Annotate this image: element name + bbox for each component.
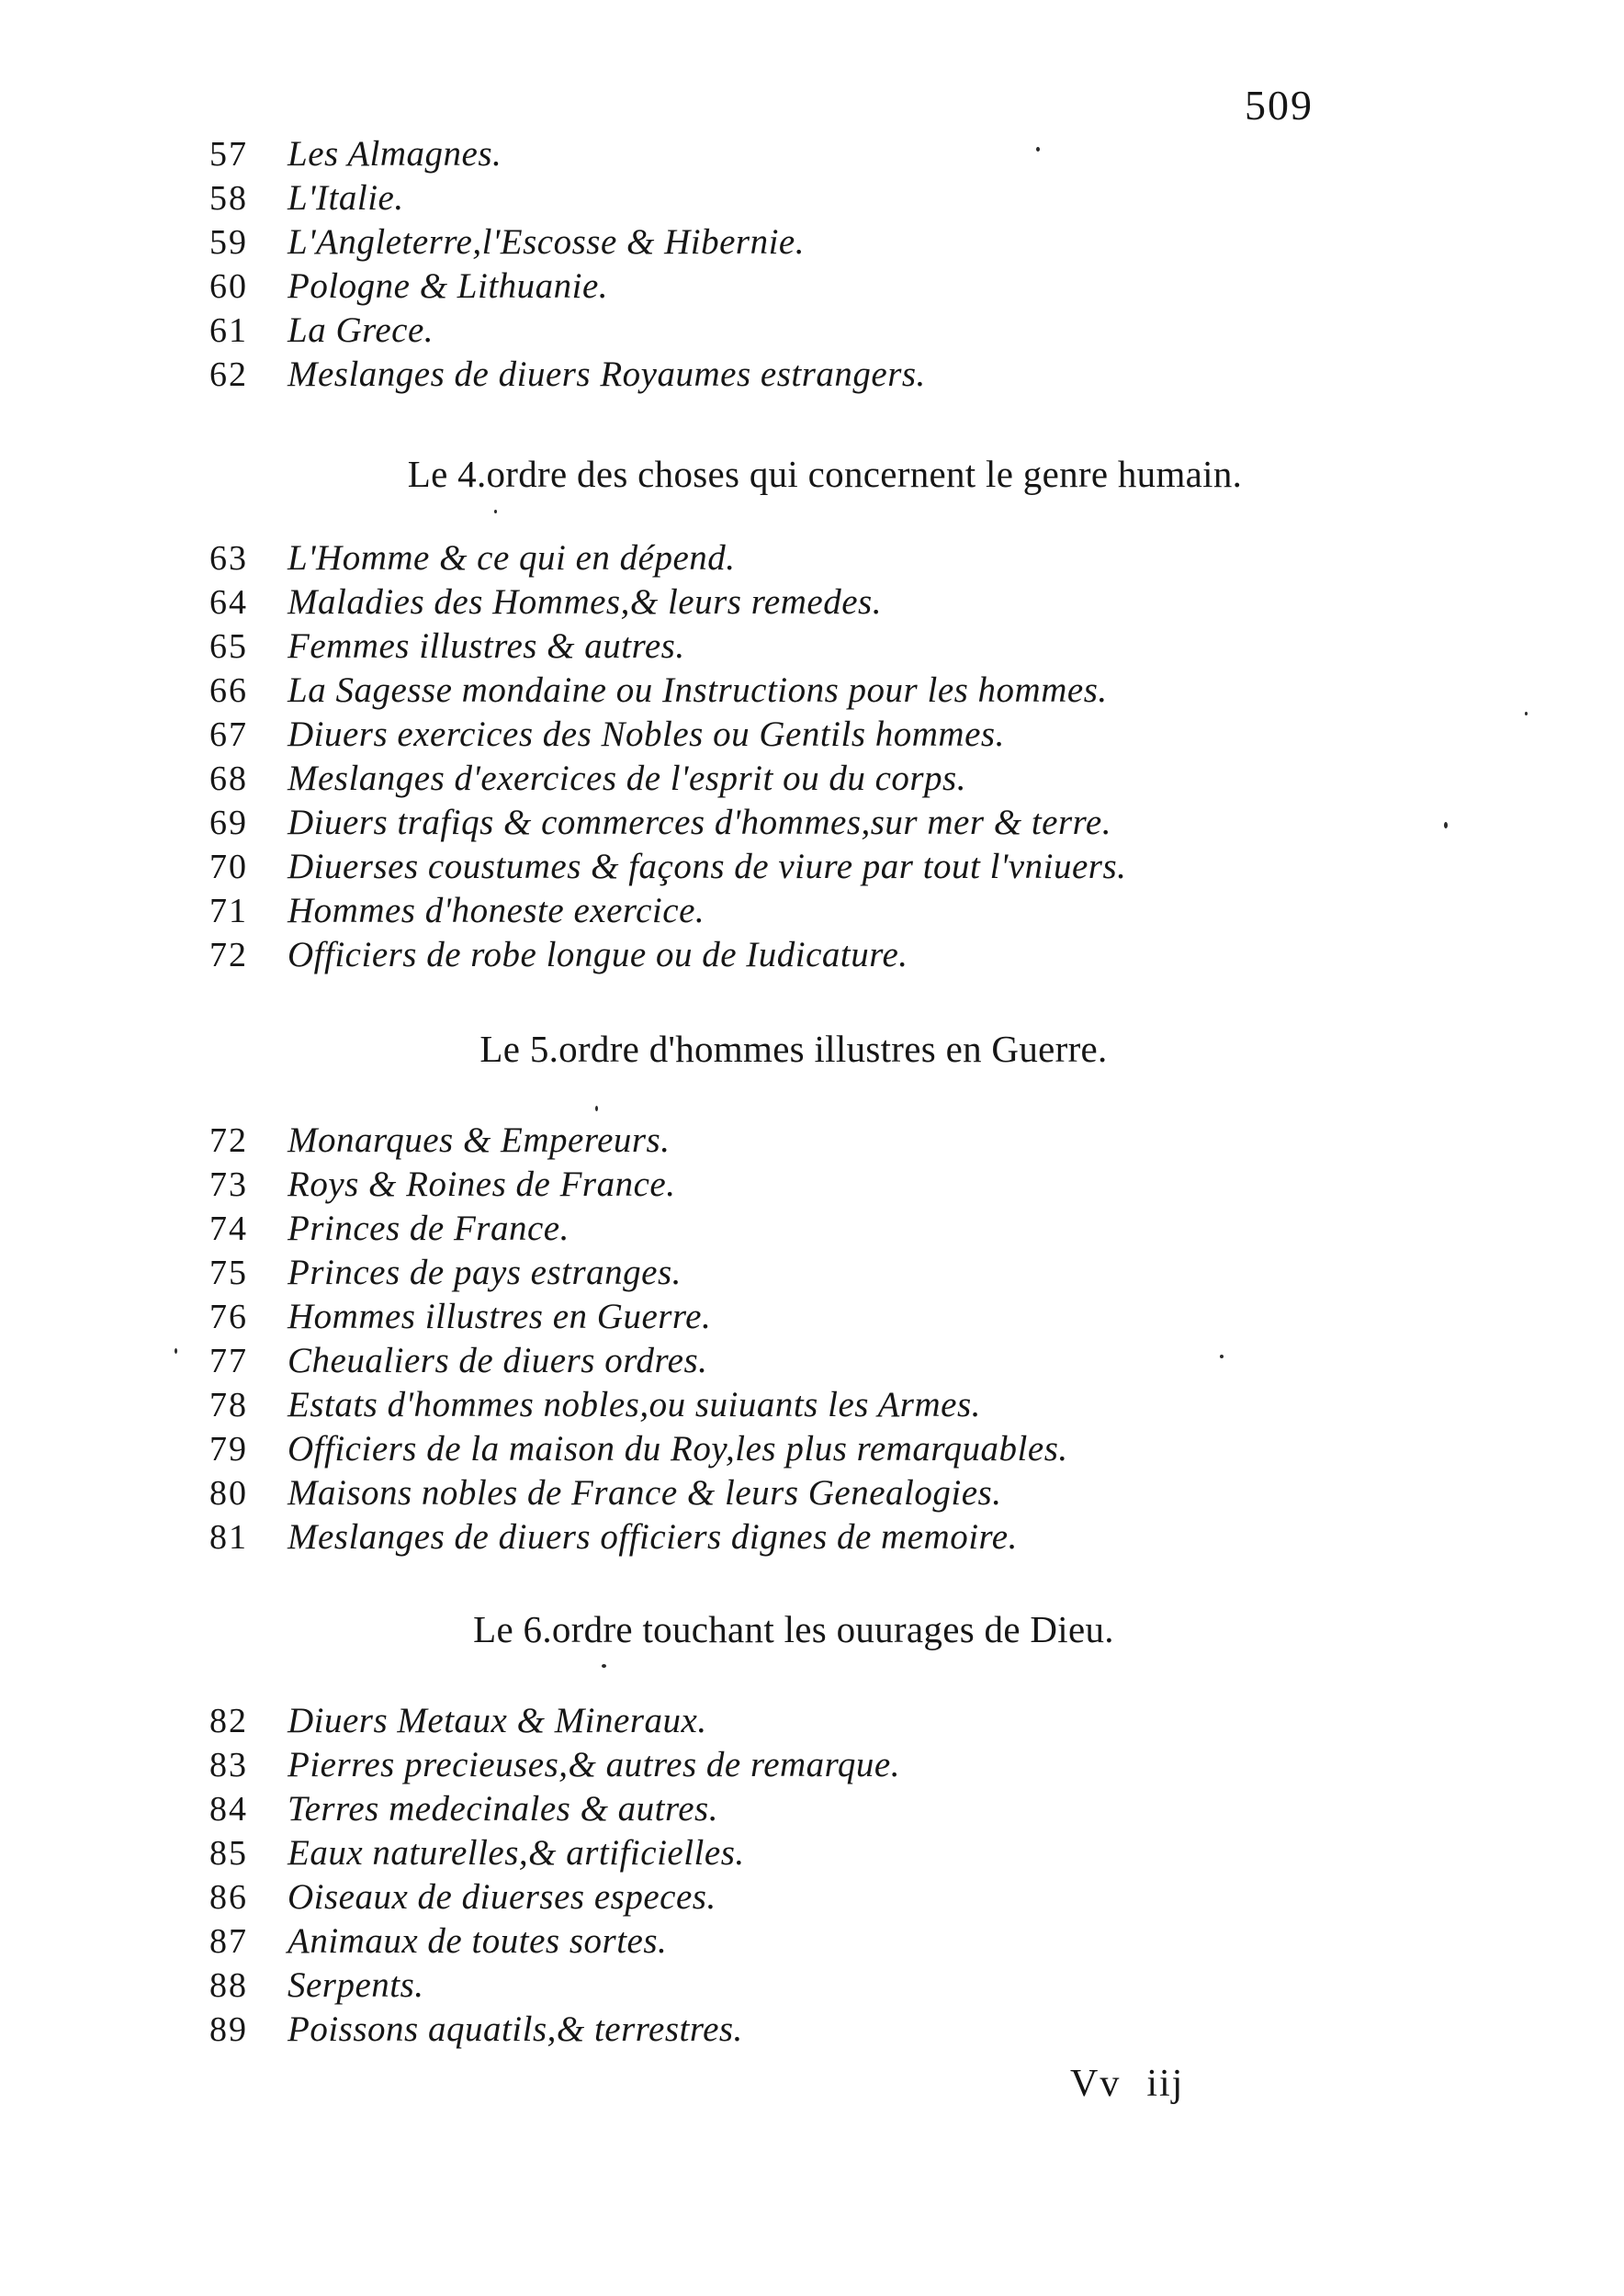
entry-title: Eaux naturelles,& artificielles. bbox=[288, 1833, 745, 1873]
section-heading-order-5: Le 5.ordre d'hommes illustres en Guerre. bbox=[479, 1028, 1108, 1070]
entry-title: Femmes illustres & autres. bbox=[288, 626, 685, 666]
list-item bbox=[0, 1471, 1624, 1515]
list-item bbox=[0, 1383, 1624, 1427]
entry-number: 80 bbox=[209, 1474, 248, 1513]
entry-title: Officiers de robe longue ou de Iudicature. bbox=[288, 935, 908, 974]
list-item bbox=[0, 625, 1624, 669]
list-item bbox=[0, 1207, 1624, 1251]
list-item bbox=[0, 1964, 1624, 2008]
entry-number: 67 bbox=[209, 715, 248, 754]
entry-number: 65 bbox=[209, 627, 248, 666]
list-item bbox=[0, 669, 1624, 713]
entry-number: 77 bbox=[209, 1342, 248, 1380]
entry-title: L'Italie. bbox=[288, 178, 404, 218]
entry-number: 87 bbox=[209, 1922, 248, 1961]
list-item bbox=[0, 220, 1624, 264]
ink-speck bbox=[1220, 1355, 1224, 1358]
entry-title: Poissons aquatils,& terrestres. bbox=[288, 2009, 743, 2049]
list-item bbox=[0, 1163, 1624, 1207]
ink-speck bbox=[1444, 822, 1448, 828]
list-item bbox=[0, 1787, 1624, 1831]
entry-number: 66 bbox=[209, 671, 248, 710]
list-item bbox=[0, 536, 1624, 580]
entry-number: 57 bbox=[209, 135, 248, 174]
entry-number: 63 bbox=[209, 539, 248, 578]
entry-number: 71 bbox=[209, 892, 248, 930]
entry-title: Princes de pays estranges. bbox=[288, 1253, 682, 1292]
entry-number: 61 bbox=[209, 311, 248, 350]
list-item bbox=[0, 1427, 1624, 1471]
signature-mark bbox=[1070, 2062, 1184, 2106]
entry-title: Pologne & Lithuanie. bbox=[288, 266, 609, 306]
ink-speck bbox=[595, 1106, 598, 1111]
entry-number: 70 bbox=[209, 848, 248, 886]
ink-speck bbox=[1036, 147, 1040, 152]
entry-title: Diuers trafiqs & commerces d'hommes,sur mer & terre. bbox=[288, 803, 1111, 842]
list-item bbox=[0, 1339, 1624, 1383]
entry-title: Monarques & Empereurs. bbox=[288, 1120, 671, 1160]
entry-title: Meslanges d'exercices de l'esprit ou du corps. bbox=[288, 759, 966, 798]
entry-list-order-4 bbox=[0, 536, 1624, 977]
list-item bbox=[0, 713, 1624, 757]
entry-title: L'Angleterre,l'Escosse & Hibernie. bbox=[288, 222, 805, 262]
entry-number: 86 bbox=[209, 1878, 248, 1917]
list-item bbox=[0, 1743, 1624, 1787]
entry-list-order-5 bbox=[0, 1119, 1624, 1559]
entry-title: Hommes d'honeste exercice. bbox=[288, 891, 705, 930]
entry-title: Hommes illustres en Guerre. bbox=[288, 1297, 712, 1336]
entry-title: La Sagesse mondaine ou Instructions pour les hommes. bbox=[288, 670, 1108, 710]
list-item bbox=[0, 1875, 1624, 1919]
entry-number: 84 bbox=[209, 1790, 248, 1829]
entry-title: Maladies des Hommes,& leurs remedes. bbox=[288, 582, 882, 622]
list-item bbox=[0, 1699, 1624, 1743]
entry-list-order-6 bbox=[0, 1699, 1624, 2052]
entry-title: Cheualiers de diuers ordres. bbox=[288, 1341, 708, 1380]
list-item bbox=[0, 176, 1624, 220]
list-item bbox=[0, 1251, 1624, 1295]
entry-number: 76 bbox=[209, 1298, 248, 1336]
list-item bbox=[0, 845, 1624, 889]
entry-title: L'Homme & ce qui en dépend. bbox=[288, 538, 736, 578]
entry-title: Les Almagnes. bbox=[288, 134, 502, 174]
entry-title: Diuerses coustumes & façons de viure par tout l'vniuers. bbox=[288, 847, 1127, 886]
entry-number: 59 bbox=[209, 223, 248, 262]
entry-number: 73 bbox=[209, 1165, 248, 1204]
list-item bbox=[0, 801, 1624, 845]
entry-title: La Grece. bbox=[288, 310, 434, 350]
entry-number: 81 bbox=[209, 1518, 248, 1557]
entry-number: 85 bbox=[209, 1834, 248, 1873]
entry-number: 72 bbox=[209, 1121, 248, 1160]
section-heading-order-4: Le 4.ordre des choses qui concernent le genre humain. bbox=[407, 453, 1243, 495]
entry-number: 60 bbox=[209, 267, 248, 306]
list-item bbox=[0, 1515, 1624, 1559]
page-number: 509 bbox=[1245, 82, 1314, 129]
entry-title: Diuers Metaux & Mineraux. bbox=[288, 1701, 707, 1740]
entry-title: Oiseaux de diuerses especes. bbox=[288, 1877, 716, 1917]
entry-title: Pierres precieuses,& autres de remarque. bbox=[288, 1745, 900, 1784]
ink-speck bbox=[175, 1348, 177, 1354]
entry-number: 69 bbox=[209, 804, 248, 842]
ink-speck bbox=[494, 510, 497, 513]
list-item bbox=[0, 933, 1624, 977]
list-item bbox=[0, 1119, 1624, 1163]
entry-title: Officiers de la maison du Roy,les plus remarquables. bbox=[288, 1429, 1068, 1469]
entry-number: 83 bbox=[209, 1746, 248, 1784]
entry-number: 74 bbox=[209, 1210, 248, 1248]
list-item bbox=[0, 1831, 1624, 1875]
entry-number: 58 bbox=[209, 179, 248, 218]
entry-number: 68 bbox=[209, 760, 248, 798]
entry-title: Serpents. bbox=[288, 1965, 424, 2005]
entry-title: Meslanges de diuers officiers dignes de memoire. bbox=[288, 1517, 1018, 1557]
entry-title: Princes de France. bbox=[288, 1209, 570, 1248]
section-heading-order-6: Le 6.ordre touchant les ouurages de Dieu. bbox=[473, 1608, 1114, 1650]
signature-letters: Vv bbox=[1070, 2063, 1122, 2105]
entry-number: 75 bbox=[209, 1254, 248, 1292]
entry-title: Roys & Roines de France. bbox=[288, 1165, 676, 1204]
entry-title: Maisons nobles de France & leurs Genealogies. bbox=[288, 1473, 1002, 1513]
signature-leaf: iij bbox=[1146, 2063, 1185, 2105]
entry-title: Diuers exercices des Nobles ou Gentils hommes. bbox=[288, 715, 1005, 754]
entry-number: 64 bbox=[209, 583, 248, 622]
entry-number: 89 bbox=[209, 2010, 248, 2049]
entry-title: Animaux de toutes sortes. bbox=[288, 1921, 668, 1961]
list-item bbox=[0, 1919, 1624, 1964]
entry-list-countries bbox=[0, 132, 1624, 397]
list-item bbox=[0, 757, 1624, 801]
list-item bbox=[0, 889, 1624, 933]
list-item bbox=[0, 309, 1624, 353]
ink-speck bbox=[1525, 712, 1528, 715]
entry-number: 72 bbox=[209, 936, 248, 974]
entry-number: 78 bbox=[209, 1386, 248, 1424]
ink-speck bbox=[602, 1664, 606, 1668]
entry-title: Terres medecinales & autres. bbox=[288, 1789, 718, 1829]
list-item bbox=[0, 353, 1624, 397]
list-item bbox=[0, 1295, 1624, 1339]
entry-title: Meslanges de diuers Royaumes estrangers. bbox=[288, 355, 926, 394]
entry-title: Estats d'hommes nobles,ou suiuants les Armes. bbox=[288, 1385, 981, 1424]
list-item bbox=[0, 264, 1624, 309]
entry-number: 62 bbox=[209, 355, 248, 394]
list-item bbox=[0, 132, 1624, 176]
entry-number: 79 bbox=[209, 1430, 248, 1469]
entry-number: 88 bbox=[209, 1966, 248, 2005]
list-item bbox=[0, 2008, 1624, 2052]
list-item bbox=[0, 580, 1624, 625]
entry-number: 82 bbox=[209, 1702, 248, 1740]
